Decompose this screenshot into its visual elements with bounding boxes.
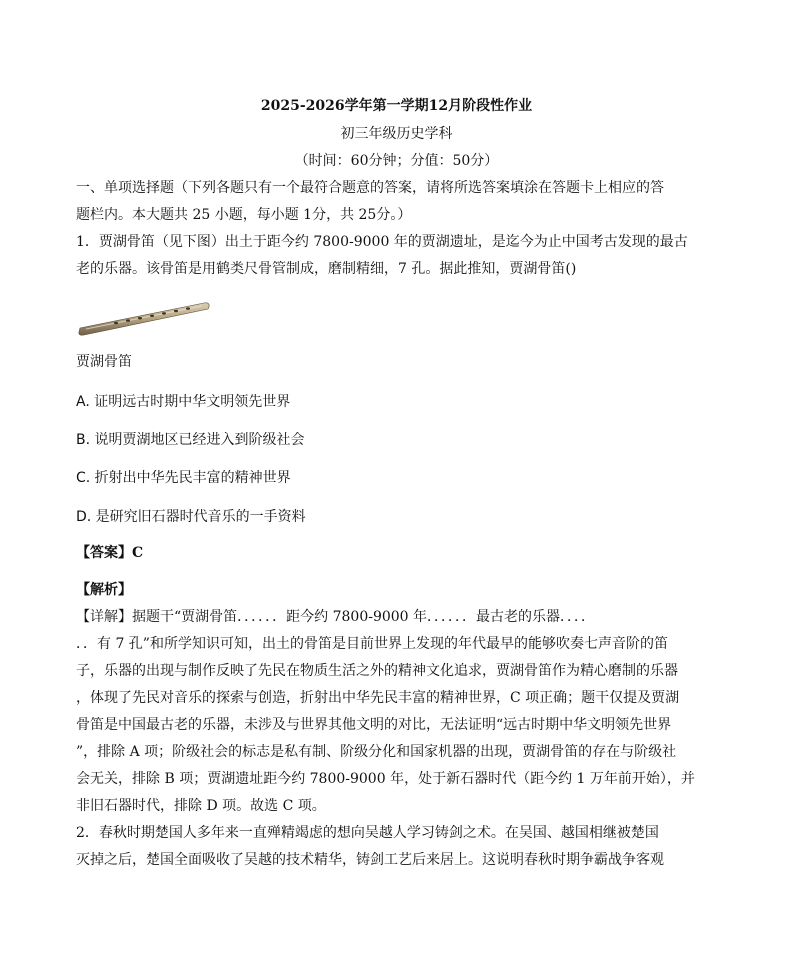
exam-time-info: （时间：60分钟；分值：50分） xyxy=(294,153,499,169)
analysis-heading: 【解析】 xyxy=(76,582,132,598)
analysis-line: 【详解】据题干“贾湖骨笛．．．．．．距今约 7800-9000 年．．．．．．最古老的乐器．．．． xyxy=(76,609,596,625)
question-1-stem-line-1: 1．贾湖骨笛（见下图）出土于距今约 7800-9000 年的贾湖遗址，是迄今为止中国考古发现的最古 xyxy=(76,234,688,250)
question-1-stem-line-2: 老的乐器。该骨笛是用鹤类尺骨管制成，磨制精细，7 孔。据此推知，贾湖骨笛() xyxy=(76,261,577,277)
bone-flute-image xyxy=(76,294,212,338)
answer-label: 【答案】C xyxy=(76,545,144,561)
analysis-line: ．．有 7 孔”和所学知识可知，出土的骨笛是目前世界上发现的年代最早的能够吹奏七声音阶的笛 xyxy=(76,636,668,652)
question-2-stem-line-2: 灭掉之后，楚国全面吸收了吴越的技术精华，铸剑工艺后来居上。这说明春秋时期争霸战争客观 xyxy=(76,852,664,868)
image-caption: 贾湖骨笛 xyxy=(76,354,132,370)
option-a: A. 证明远古时期中华文明领先世界 xyxy=(76,394,291,410)
section-instruction-line-1: 一、单项选择题（下列各题只有一个最符合题意的答案，请将所选答案填涂在答题卡上相应的答 xyxy=(76,180,664,196)
option-c: C. 折射出中华先民丰富的精神世界 xyxy=(76,470,291,486)
analysis-line: 骨笛是中国最古老的乐器，未涉及与世界其他文明的对比，无法证明“远古时期中华文明领先世界 xyxy=(76,717,672,733)
section-instruction-line-2: 题栏内。本大题共 25 小题，每小题 1分，共 25分。） xyxy=(76,207,412,223)
document-title: 2025-2026学年第一学期12月阶段性作业 xyxy=(260,98,533,114)
analysis-line: 会无关，排除 B 项；贾湖遗址距今约 7800-9000 年，处于新石器时代（距今约 1 万年前开始），并 xyxy=(76,771,695,787)
analysis-line: ”，排除 A 项；阶级社会的标志是私有制、阶级分化和国家机器的出现，贾湖骨笛的存在与阶级社 xyxy=(76,744,677,760)
question-2-stem-line-1: 2．春秋时期楚国人多年来一直殚精竭虑的想向吴越人学习铸剑之术。在吴国、越国相继被楚国 xyxy=(76,825,659,841)
option-b: B. 说明贾湖地区已经进入到阶级社会 xyxy=(76,432,305,448)
analysis-line: 子，乐器的出现与制作反映了先民在物质生活之外的精神文化追求，贾湖骨笛作为精心磨制的乐器 xyxy=(76,663,678,679)
option-d: D. 是研究旧石器时代音乐的一手资料 xyxy=(76,509,306,525)
analysis-line: ，体现了先民对音乐的探索与创造，折射出中华先民丰富的精神世界，C 项正确；题干仅提及贾湖 xyxy=(76,690,680,706)
document-subtitle: 初三年级历史学科 xyxy=(340,126,453,142)
analysis-line: 非旧石器时代，排除 D 项。故选 C 项。 xyxy=(76,798,326,814)
